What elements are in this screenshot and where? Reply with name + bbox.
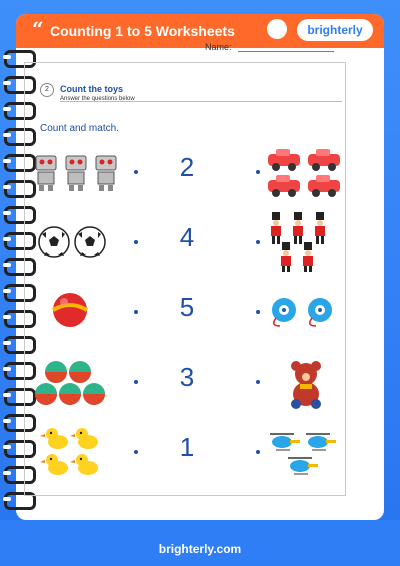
match-dot-right[interactable] [256, 240, 260, 244]
toy-soldier-icon [271, 212, 281, 244]
robot-icon [66, 156, 86, 191]
yoyo-icon [272, 298, 296, 326]
match-row [24, 352, 344, 412]
match-dot-left[interactable] [134, 240, 138, 244]
section-number: 2 [40, 83, 54, 97]
duck-icon [40, 454, 68, 475]
duck-icon [40, 428, 68, 449]
footer-url[interactable]: brighterly.com [158, 542, 242, 556]
car-group [264, 142, 344, 202]
number-label: 3 [179, 362, 195, 392]
circle-icon [267, 19, 287, 39]
match-row [24, 142, 344, 202]
duck-icon [70, 428, 98, 449]
match-dot-left[interactable] [134, 450, 138, 454]
teddy-bear-icon [291, 361, 321, 409]
red-ball-group [32, 282, 124, 342]
brighterly-logo: brighterly [297, 19, 373, 41]
match-dot-right[interactable] [256, 310, 260, 314]
toy-soldier-icon [315, 212, 325, 244]
robot-group [32, 142, 124, 202]
match-dot-left[interactable] [134, 380, 138, 384]
instruction-text: Count and match. [40, 123, 119, 134]
duck-icon [70, 454, 98, 475]
beach-ball-icon [69, 361, 91, 383]
toy-soldier-icon [303, 242, 313, 272]
toy-soldier-group [264, 212, 344, 272]
match-row [24, 212, 344, 272]
car-icon [268, 175, 300, 197]
worksheet-title: Counting 1 to 5 Worksheets [50, 23, 235, 39]
section-title: Count the toys [60, 84, 123, 94]
yoyo-group [264, 282, 344, 342]
toy-soldier-icon [293, 212, 303, 244]
robot-icon [96, 156, 116, 191]
yoyo-icon [308, 298, 332, 326]
duck-group [32, 422, 124, 482]
car-icon [308, 175, 340, 197]
soccer-ball-icon [75, 227, 105, 257]
number-label: 2 [179, 152, 195, 182]
match-dot-right[interactable] [256, 170, 260, 174]
name-line [238, 43, 334, 52]
teddy-bear-group [264, 352, 344, 412]
section-divider [60, 101, 342, 102]
car-icon [308, 149, 340, 171]
helicopter-icon [306, 434, 336, 450]
car-icon [268, 149, 300, 171]
number-label: 1 [179, 432, 195, 462]
beach-ball-icon [83, 383, 105, 405]
name-label: Name: [205, 42, 232, 52]
match-dot-left[interactable] [134, 310, 138, 314]
soccer-ball-group [32, 212, 124, 272]
toy-soldier-icon [281, 242, 291, 272]
match-row [24, 282, 344, 342]
name-field [205, 42, 334, 52]
match-row [24, 422, 344, 482]
beach-ball-group [32, 352, 124, 412]
beach-ball-icon [35, 383, 57, 405]
helicopter-icon [288, 458, 318, 474]
number-label: 4 [179, 222, 195, 252]
robot-icon [36, 156, 56, 191]
match-dot-right[interactable] [256, 380, 260, 384]
helicopter-group [264, 422, 344, 482]
quote-mark: “ [32, 17, 44, 41]
red-ball-icon [53, 293, 87, 327]
number-label: 5 [179, 292, 195, 322]
match-dot-left[interactable] [134, 170, 138, 174]
helicopter-icon [270, 434, 300, 450]
beach-ball-icon [59, 383, 81, 405]
soccer-ball-icon [39, 227, 69, 257]
match-dot-right[interactable] [256, 450, 260, 454]
beach-ball-icon [45, 361, 67, 383]
section-subtitle: Answer the questions below [60, 96, 135, 102]
